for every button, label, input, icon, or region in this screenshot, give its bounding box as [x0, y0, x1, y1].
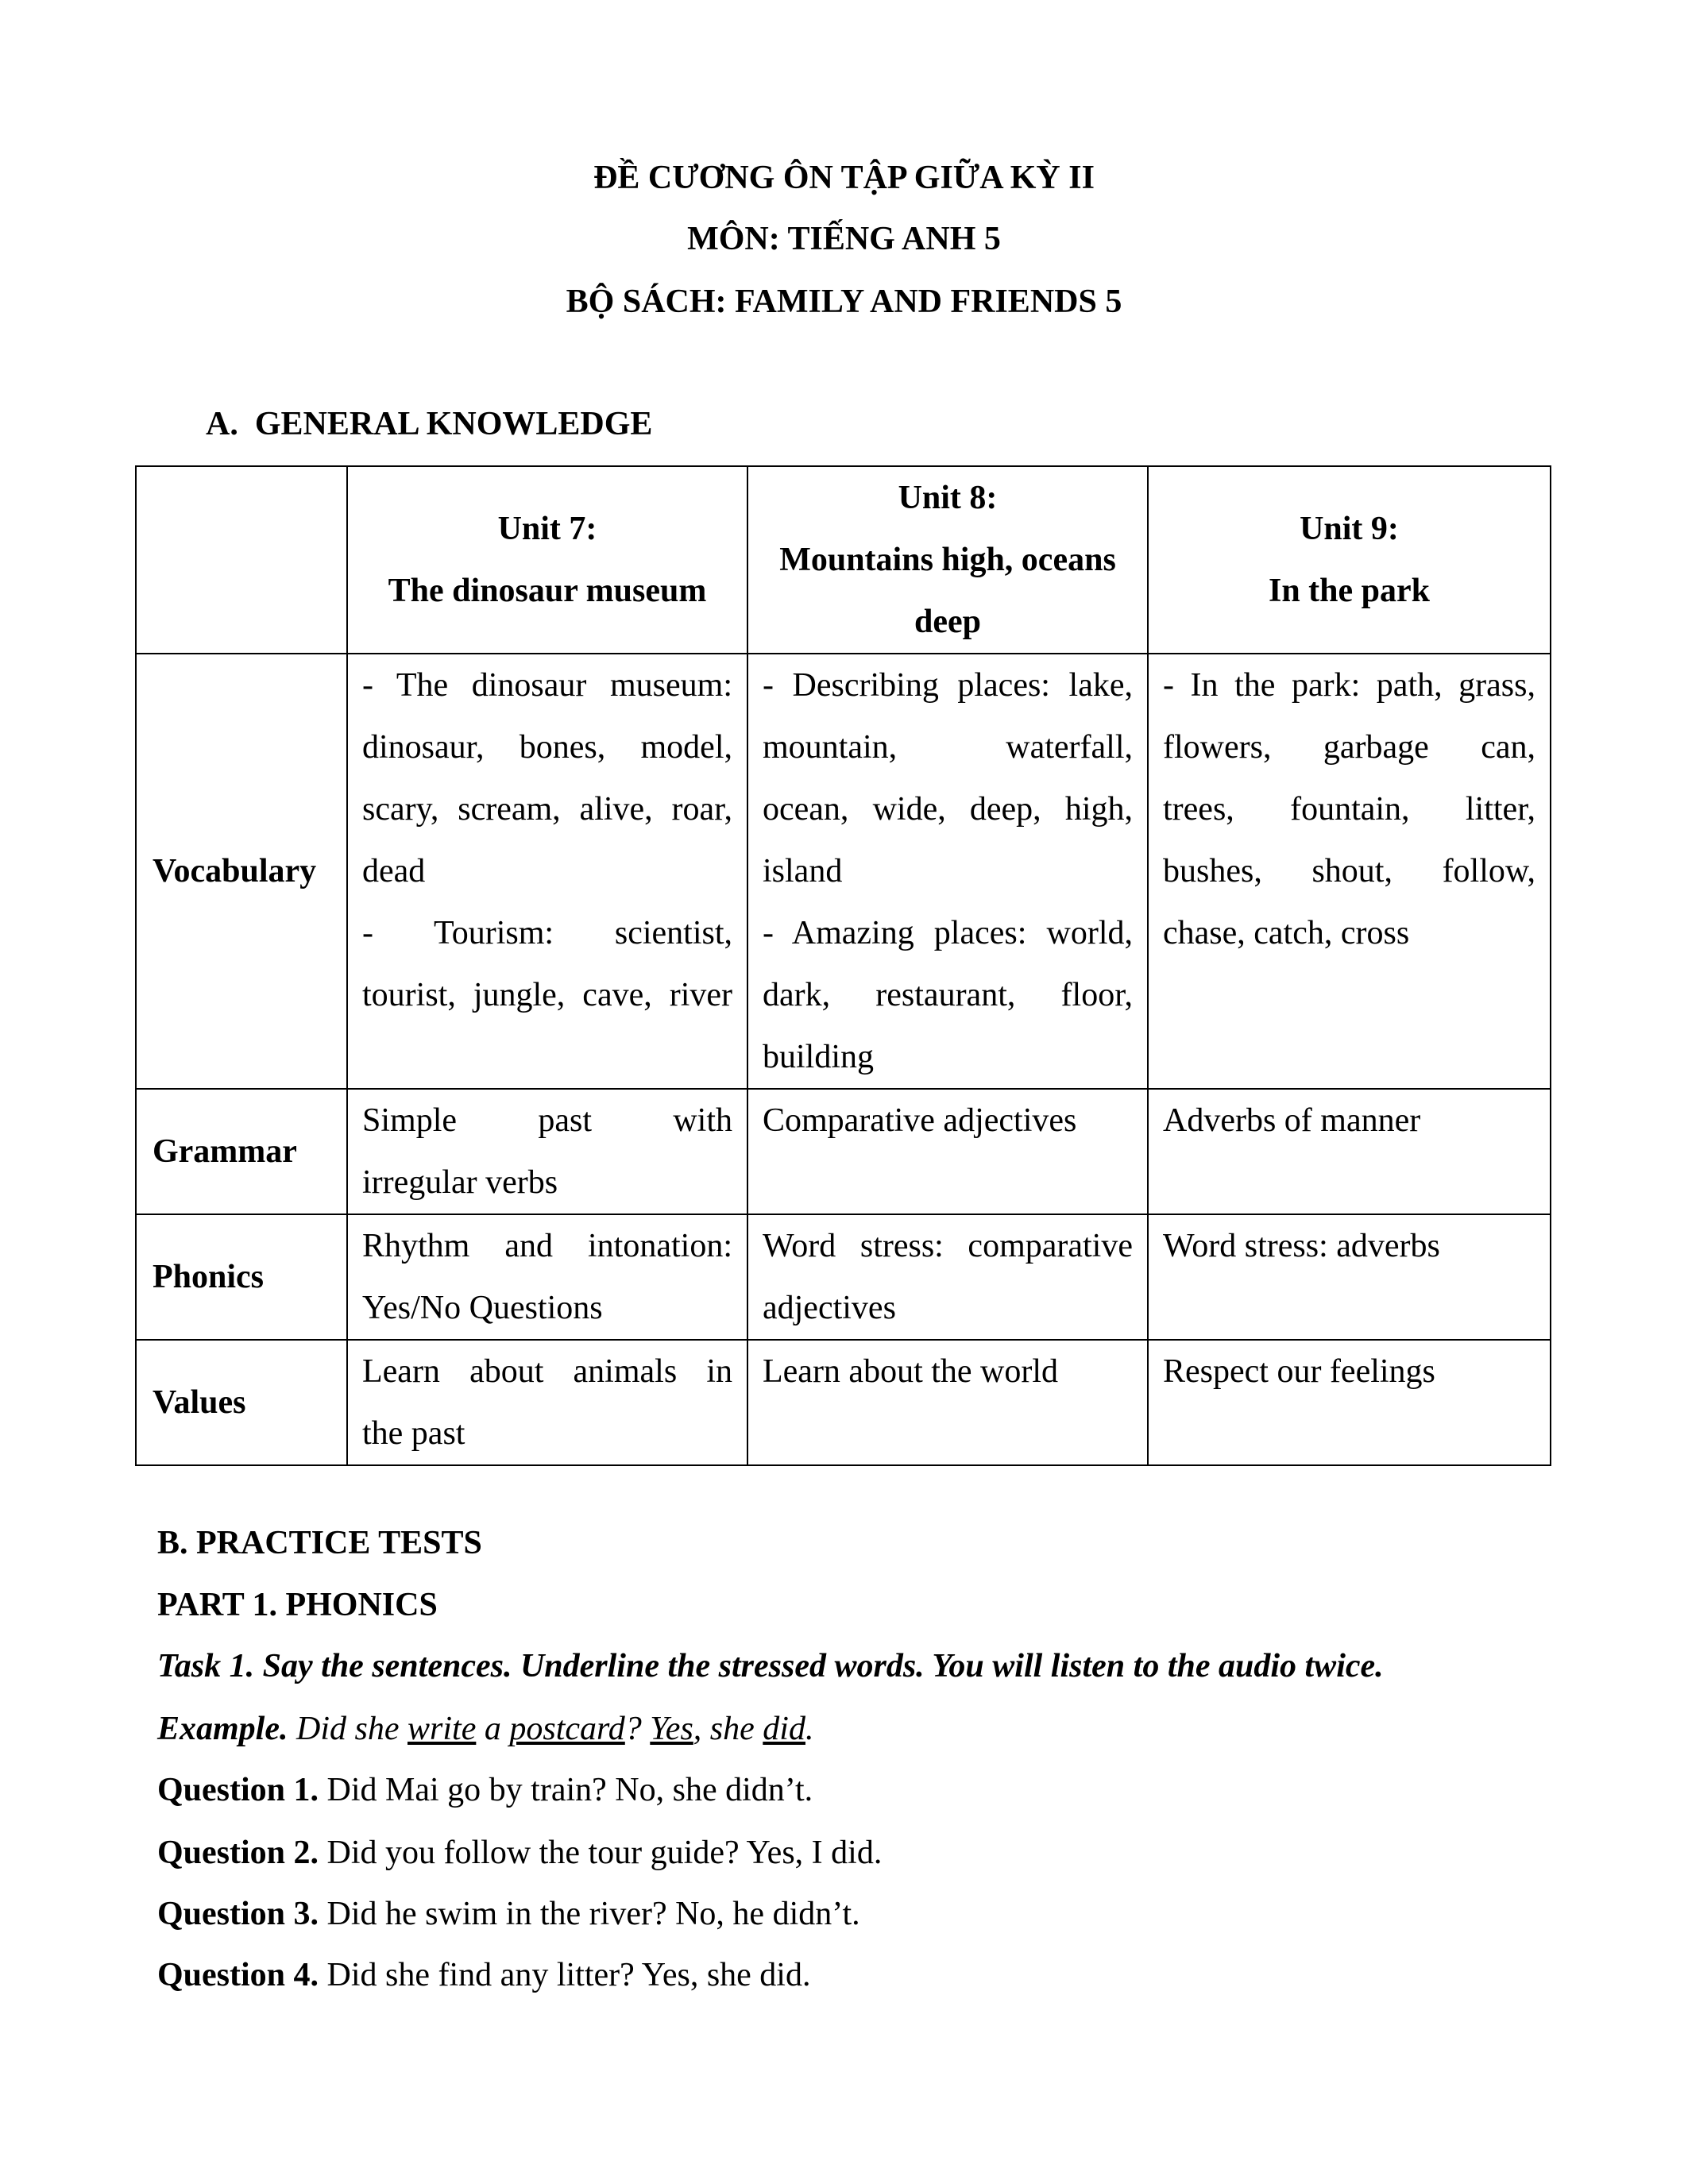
cell-line: irregular verbs: [362, 1164, 558, 1201]
cell-line: dark, restaurant, floor,: [763, 977, 1133, 1013]
question-label: Question 2.: [157, 1835, 319, 1871]
stressed-word: did: [763, 1711, 805, 1747]
unit-9-title: In the park: [1268, 573, 1431, 609]
unit-8-vocabulary-cell: [747, 654, 1148, 1089]
cell-line: - In the park: path, grass,: [1163, 667, 1535, 704]
cell-line: Word stress: comparative: [763, 1228, 1133, 1264]
stressed-word: write: [408, 1711, 477, 1747]
cell-line: Respect our feelings: [1163, 1353, 1435, 1390]
book-title: BỘ SÁCH: FAMILY AND FRIENDS 5: [566, 284, 1122, 320]
cell-line: scary, scream, alive, roar,: [362, 791, 732, 828]
cell-line: trees, fountain, litter,: [1163, 791, 1535, 828]
example-text: Did she: [288, 1711, 408, 1747]
cell-line: Word stress: adverbs: [1163, 1228, 1440, 1264]
cell-line: building: [763, 1039, 875, 1075]
cell-line: dead: [362, 853, 426, 889]
cell-line: - Amazing places: world,: [763, 915, 1133, 951]
unit-9-grammar-cell: [1148, 1089, 1551, 1214]
unit-7-values-cell: [347, 1340, 747, 1465]
unit-7-header: [347, 466, 747, 654]
cell-line: dinosaur, bones, model,: [362, 729, 732, 766]
task1-instruction: Task 1. Say the sentences. Underline the stressed words. You will listen to the audio twice.: [157, 1648, 1384, 1684]
table-row-phonics: [136, 1214, 1551, 1340]
table-row-vocabulary: [136, 654, 1551, 1089]
unit-8-grammar-cell: [747, 1089, 1148, 1214]
question-text: Did she find any litter? Yes, she did.: [319, 1957, 811, 1993]
unit-7-title: The dinosaur museum: [388, 573, 707, 609]
cell-line: mountain, waterfall,: [763, 729, 1133, 766]
cell-line: the past: [362, 1415, 465, 1452]
cell-line: Adverbs of manner: [1163, 1102, 1421, 1139]
table-row-grammar: [136, 1089, 1551, 1214]
cell-line: - Describing places: lake,: [763, 667, 1133, 704]
question-2: [157, 1833, 882, 1873]
cell-line: adjectives: [763, 1290, 896, 1326]
example-line: [157, 1709, 813, 1749]
row-label-vocabulary: Vocabulary: [136, 654, 347, 1089]
cell-line: ocean, wide, deep, high,: [763, 791, 1133, 828]
cell-line: flowers, garbage can,: [1163, 729, 1535, 766]
question-label: Question 3.: [157, 1896, 319, 1932]
cell-line: tourist, jungle, cave, river: [362, 977, 732, 1013]
cell-line: island: [763, 853, 843, 889]
example-text: , she: [693, 1711, 763, 1747]
unit-9-values-cell: [1148, 1340, 1551, 1465]
table-header-row: [136, 466, 1551, 654]
unit-8-title-cont: deep: [914, 604, 981, 640]
document-title: ĐỀ CƯƠNG ÔN TẬP GIỮA KỲ II: [593, 160, 1095, 196]
cell-line: Yes/No Questions: [362, 1290, 603, 1326]
cell-line: Learn about animals in: [362, 1353, 732, 1390]
question-label: Question 1.: [157, 1772, 319, 1808]
cell-line: - The dinosaur museum:: [362, 667, 732, 704]
example-text: ?: [624, 1711, 651, 1747]
row-label-grammar: Grammar: [136, 1089, 347, 1214]
unit-8-phonics-cell: [747, 1214, 1148, 1340]
unit-8-values-cell: [747, 1340, 1148, 1465]
unit-7-phonics-cell: [347, 1214, 747, 1340]
stressed-word: postcard: [509, 1711, 625, 1747]
subject-title: MÔN: TIẾNG ANH 5: [687, 221, 1001, 257]
example-label: Example.: [157, 1711, 288, 1747]
unit-8-title: Mountains high, oceans: [779, 542, 1116, 578]
part1-heading: PART 1. PHONICS: [157, 1587, 438, 1623]
stressed-word: Yes: [650, 1711, 693, 1747]
empty-corner-cell: [136, 466, 347, 654]
question-3: [157, 1894, 860, 1934]
unit-9-vocabulary-cell: [1148, 654, 1551, 1089]
row-label-phonics: Phonics: [136, 1214, 347, 1340]
example-text: a: [476, 1711, 510, 1747]
cell-line: Simple past with: [362, 1102, 732, 1139]
cell-line: Comparative adjectives: [763, 1102, 1077, 1139]
row-label-values: Values: [136, 1340, 347, 1465]
question-text: Did you follow the tour guide? Yes, I did.: [319, 1835, 883, 1871]
cell-line: Learn about the world: [763, 1353, 1059, 1390]
question-text: Did he swim in the river? No, he didn’t.: [319, 1896, 860, 1932]
unit-9-header: [1148, 466, 1551, 654]
question-4: [157, 1955, 810, 1995]
section-a-heading: A. GENERAL KNOWLEDGE: [206, 406, 653, 442]
unit-9-phonics-cell: [1148, 1214, 1551, 1340]
unit-7-label: Unit 7:: [497, 511, 597, 547]
unit-8-header: [747, 466, 1148, 654]
unit-7-grammar-cell: [347, 1089, 747, 1214]
unit-7-vocabulary-cell: [347, 654, 747, 1089]
cell-line: chase, catch, cross: [1163, 915, 1410, 951]
unit-8-label: Unit 8:: [898, 480, 998, 516]
question-text: Did Mai go by train? No, she didn’t.: [319, 1772, 813, 1808]
unit-9-label: Unit 9:: [1300, 511, 1399, 547]
table-row-values: [136, 1340, 1551, 1465]
question-1: [157, 1770, 813, 1810]
example-text: .: [805, 1711, 814, 1747]
question-label: Question 4.: [157, 1957, 319, 1993]
section-b-heading: B. PRACTICE TESTS: [157, 1525, 482, 1561]
cell-line: - Tourism: scientist,: [362, 915, 732, 951]
cell-line: Rhythm and intonation:: [362, 1228, 732, 1264]
general-knowledge-table: [135, 465, 1551, 1466]
cell-line: bushes, shout, follow,: [1163, 853, 1535, 889]
